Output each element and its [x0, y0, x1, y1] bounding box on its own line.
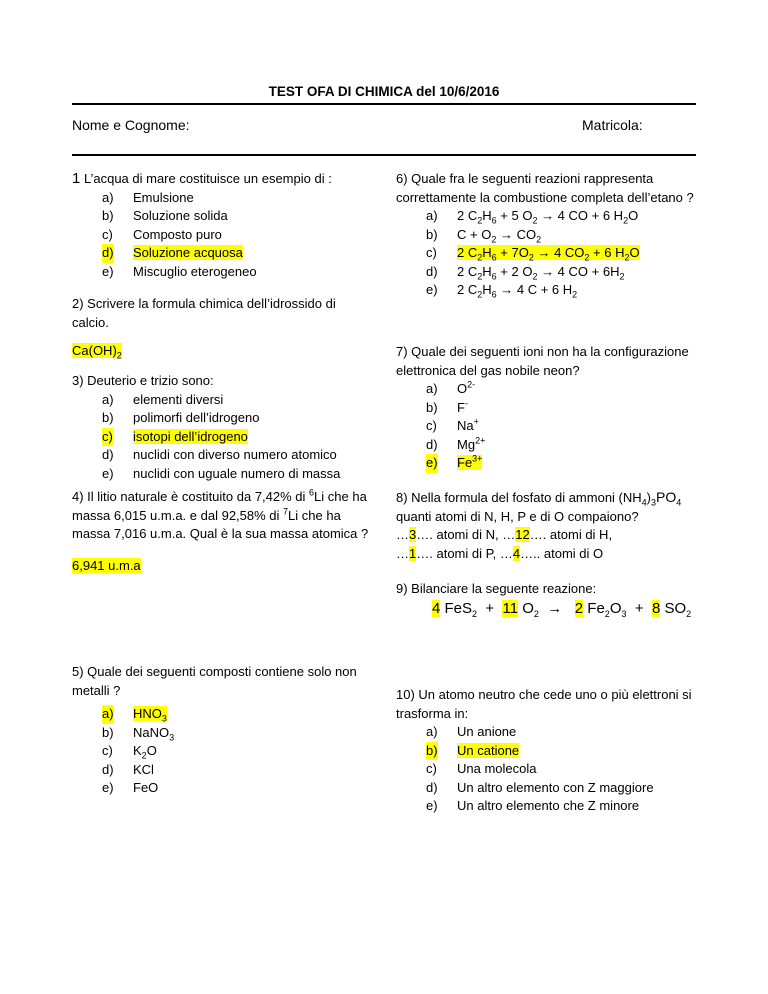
q10-option-b: b) Un catione	[426, 742, 706, 761]
q8-answer-o: 4	[512, 545, 521, 561]
q1-number: 1	[72, 170, 81, 187]
q1-text: L’acqua di mare costituisce un esempio di :	[80, 171, 332, 186]
name-label: Nome e Cognome:	[72, 117, 190, 133]
q5-options	[72, 705, 174, 798]
q7-option-a: a) $O^{2-}$	[426, 379, 476, 396]
q3-option-a: a) elementi diversi	[102, 391, 224, 407]
question-1	[72, 170, 372, 281]
q9-equation: 4 FeS$_2$ + 11 $O_2 \to 2$ $Fe_2O_3 + 8$ $SO_2$	[432, 600, 692, 619]
matricola-label: Matricola:	[582, 117, 643, 133]
q10-option-c: c) Una molecola	[426, 761, 537, 776]
q7-option-e: e) $Fe^{3+}$	[426, 454, 706, 473]
q10-option-e: e) Un altro elemento che Z minore	[426, 798, 640, 813]
q1-option-d: d) Soluzione acquosa	[102, 244, 372, 263]
q10-option-a: a) Un anione	[426, 724, 517, 739]
q3-option-d: d) nuclidi con diverso numero atomico	[102, 447, 337, 462]
q7-option-b: b) F-	[426, 398, 468, 415]
q3-option-b: b) polimorfi dell’idrogeno	[102, 410, 260, 425]
q1-option-b: b) Soluzione solida	[102, 208, 228, 223]
q6-option-a: a) 2 $C_2H_6 + 5$ $O_2 \to 4$ CO + 6 $H_2O$	[426, 208, 639, 226]
q6-option-e: e) 2 $C_2H_6 \to 4$ C + 6 $H_2$	[426, 282, 578, 300]
q5-option-e: e) FeO	[102, 780, 159, 795]
q7-option-d: d) $Mg^{2+}$	[426, 435, 486, 452]
question-5: 5) Quale dei seguenti composti contiene solo non metalli ?	[72, 664, 357, 698]
q5-option-d: d) KCl	[102, 761, 154, 777]
q7-option-c: c) Na+	[426, 416, 479, 433]
q6-option-c: c) 2 $C_2H_6 + 7O_2 \to 4$ $CO_2 + 6$ $H_2O$	[426, 245, 640, 263]
q2-answer: $Ca(OH)_2$	[72, 343, 122, 361]
q10-option-d: d) Un altro elemento con Z maggiore	[426, 779, 654, 795]
q8-answer-n: 3	[409, 527, 417, 542]
question-6: 6) Quale fra le seguenti reazioni rappresenta correttamente la combustione completa dell’etano ? a) 2 $C_2H_6 + 5$ $O_2 \to 4$ CO + 6 $H_2O$ b) $C + O_2 \to CO_2$ c) 2 $C_2H_6 + 7O_2 \to 4$ $CO_2 + 6$ $H_2O$ d) 2 $C_2H_6 + 2$ $O_2 \to 4$ CO + $6H_2$ e) 2 $C_2H_6 \to 4$ C + 6 $H_2$	[396, 170, 696, 300]
q1-option-c: c) Composto puro	[102, 226, 222, 242]
header-rule	[72, 154, 696, 156]
q5-option-b: b) NaNO$_3$	[102, 724, 175, 743]
q5-option-c: c) $K_2O$	[102, 743, 157, 761]
question-8: 8) Nella formula del fosfato di ammoni $(NH_4)_3PO_4$ quanti atomi di N, H, P e di O compaiono? …3…. atomi di N, …12…. atomi di H, …1…. atomi di P, …4….. atomi di O	[396, 489, 682, 561]
q3-option-c: c) isotopi dell’idrogeno	[102, 428, 372, 447]
question-2: 2) Scrivere la formula chimica dell’idrossido di calcio.	[72, 296, 336, 330]
q3-option-e: e) nuclidi con uguale numero di massa	[102, 465, 341, 481]
page-title: TEST OFA DI CHIMICA del 10/6/2016	[268, 84, 500, 99]
title-rule	[72, 103, 696, 105]
q8-answer-h: 12	[515, 527, 530, 542]
q1-option-e: e) Miscuglio eterogeneo	[102, 263, 257, 279]
question-9: 9) Bilanciare la seguente reazione:	[396, 581, 597, 596]
q4-answer: 6,941 u.m.a	[72, 558, 141, 573]
q6-option-d: d) 2 $C_2H_6 + 2$ $O_2 \to 4$ CO + $6H_2$	[426, 263, 625, 282]
q6-option-b: b) $C + O_2 \to CO_2$	[426, 226, 542, 245]
q8-answer-p: 1	[409, 545, 417, 561]
question-10: 10) Un atomo neutro che cede uno o più elettroni si trasforma in: a) Un anione b) Un catione c) Una molecola d) Un altro elemento con Z maggiore e) Un altro elemento che Z minore	[396, 686, 706, 816]
question-4: 4) Il litio naturale è costituito da 7,42% di $^6$Li che ha massa 6,015 u.m.a. e dal 92,58% di $^7$Li che ha massa 7,016 u.m.a. Qual è la sua massa atomica ?	[72, 487, 369, 541]
question-7: 7) Quale dei seguenti ioni non ha la configurazione elettronica del gas nobile neon? a) $O^{2-}$ b) F- c) Na+ d) $Mg^{2+}$ e) $Fe^{3+}$	[396, 343, 706, 473]
q5-option-a: a) $HNO_3$	[102, 706, 167, 724]
question-3: 3) Deuterio e trizio sono: a) elementi diversi b) polimorfi dell’idrogeno c) isotopi dell’idrogeno d) nuclidi con diverso numero atomico e) nuclidi con uguale numero di massa	[72, 372, 372, 483]
q1-option-a: a) Emulsione	[102, 189, 194, 205]
